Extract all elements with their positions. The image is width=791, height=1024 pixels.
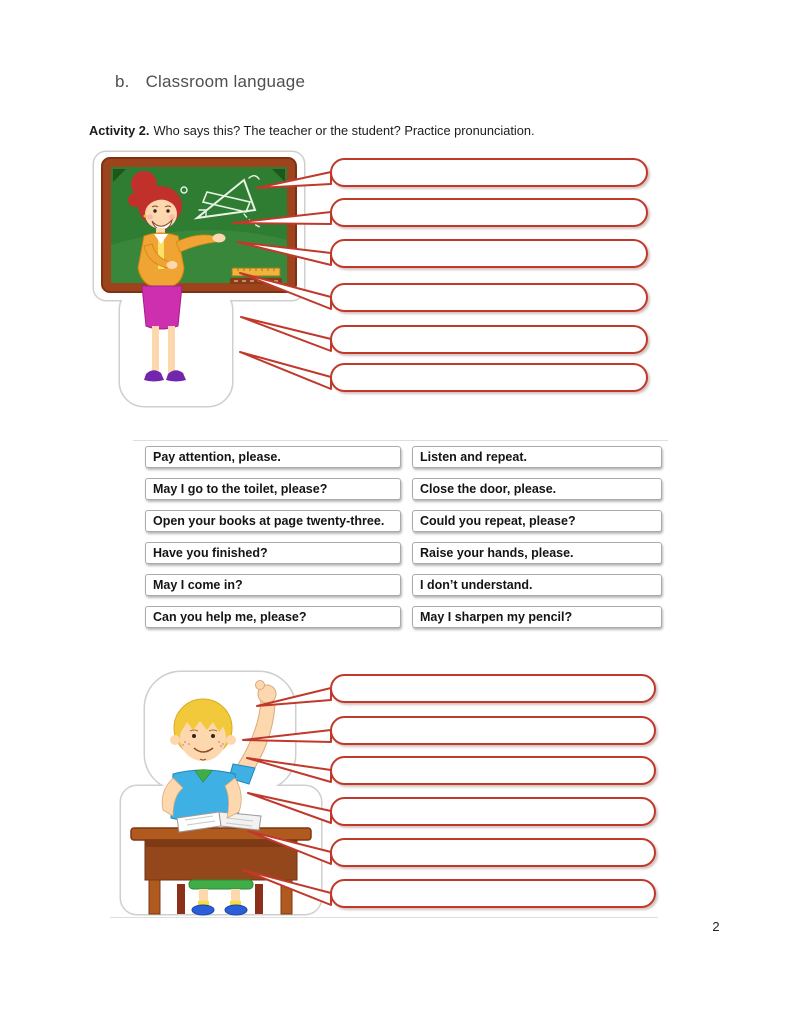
ruler-illustration — [230, 268, 282, 284]
page-number: 2 — [712, 919, 720, 934]
phrase-card[interactable]: May I come in? — [145, 574, 401, 596]
student-answer-bubble-2[interactable] — [330, 716, 656, 745]
phrase-row — [145, 574, 662, 596]
phrase-row — [145, 478, 662, 500]
phrase-bank-top-border — [133, 440, 668, 441]
page-title: Classroom language — [145, 72, 306, 91]
phrase-card[interactable]: May I go to the toilet, please? — [145, 478, 401, 500]
teacher-answer-bubble-4[interactable] — [330, 283, 648, 312]
activity-instructions — [89, 123, 535, 138]
phrase-card[interactable]: I don’t understand. — [412, 574, 662, 596]
teacher-answer-bubble-5[interactable] — [330, 325, 648, 354]
student-answer-bubble-5[interactable] — [330, 838, 656, 867]
teacher-panel — [90, 150, 665, 412]
student-answer-bubble-4[interactable] — [330, 797, 656, 826]
teacher-answer-bubble-3[interactable] — [330, 239, 648, 268]
phrase-row — [145, 542, 662, 564]
teacher-illustration — [92, 150, 307, 410]
student-answer-bubble-6[interactable] — [330, 879, 656, 908]
chalkboard — [102, 158, 296, 292]
student-panel — [110, 663, 665, 915]
teacher-answer-bubble-1[interactable] — [330, 158, 648, 187]
phrase-card[interactable]: Close the door, please. — [412, 478, 662, 500]
phrase-card[interactable]: Pay attention, please. — [145, 446, 401, 468]
phrase-card[interactable]: Could you repeat, please? — [412, 510, 662, 532]
phrase-card[interactable]: Open your books at page twenty-three. — [145, 510, 401, 532]
section-bottom-border — [110, 917, 658, 918]
phrase-row — [145, 446, 662, 468]
phrase-card[interactable]: Listen and repeat. — [412, 446, 662, 468]
section-heading — [115, 72, 305, 92]
activity-text: Who says this? The teacher or the student? Practice pronunciation. — [153, 123, 535, 138]
phrase-card[interactable]: Have you finished? — [145, 542, 401, 564]
phrase-bank — [145, 446, 662, 638]
phrase-row — [145, 606, 662, 628]
phrase-card[interactable]: May I sharpen my pencil? — [412, 606, 662, 628]
teacher-answer-bubble-2[interactable] — [330, 198, 648, 227]
phrase-card[interactable]: Can you help me, please? — [145, 606, 401, 628]
phrase-card[interactable]: Raise your hands, please. — [412, 542, 662, 564]
section-label: b. — [115, 72, 130, 91]
teacher-answer-bubble-6[interactable] — [330, 363, 648, 392]
phrase-row — [145, 510, 662, 532]
student-illustration — [115, 670, 327, 916]
student-answer-bubble-3[interactable] — [330, 756, 656, 785]
activity-label: Activity 2. — [89, 123, 150, 138]
student-answer-bubble-1[interactable] — [330, 674, 656, 703]
